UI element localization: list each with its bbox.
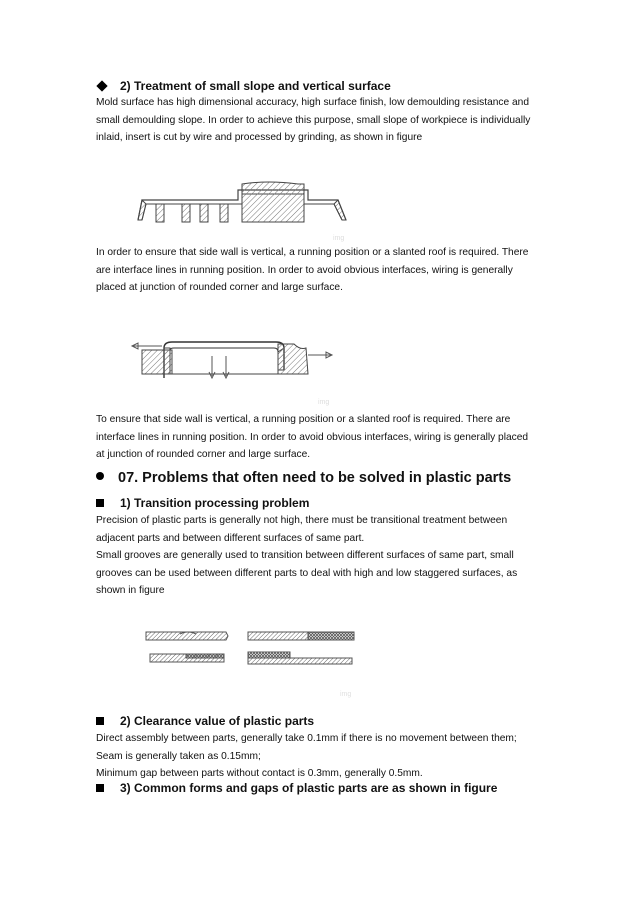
heading-common-forms: [96, 781, 497, 795]
svg-text:img: img: [340, 691, 352, 698]
paragraph-line: are interface lines in running position. In order to avoid obvious interfaces, wiring is generally: [96, 264, 513, 276]
paragraph-line: In order to ensure that side wall is vertical, a running position or a slanted roof is required. There: [96, 247, 529, 258]
heading-small-slope: [96, 79, 391, 93]
figure-transition-grooves: [140, 626, 410, 706]
heading-section-07: [96, 470, 511, 486]
heading-clearance-text: 2) Clearance value of plastic parts: [120, 714, 315, 728]
square-bullet-icon: [96, 717, 104, 725]
paragraph-transition: [96, 512, 543, 600]
square-bullet-icon: [96, 499, 104, 507]
paragraph-line: Mold surface has high dimensional accuracy, high surface finish, low demoulding resistance and: [96, 97, 530, 108]
paragraph-side-wall-1: [96, 244, 543, 297]
svg-text:img: img: [333, 235, 345, 242]
heading-transition-text: 1) Transition processing problem: [120, 496, 310, 510]
paragraph-line: placed at junction of rounded corner and large surface.: [96, 282, 343, 293]
heading-transition: [96, 496, 309, 510]
figure-insert-profile: [128, 176, 358, 246]
paragraph-line: inlaid, insert is cut by wire and processed by grinding, as shown in figure: [96, 132, 423, 143]
heading-common-forms-text: 3) Common forms and gaps of plastic parts are as shown in figure: [120, 781, 498, 795]
paragraph-line: Precision of plastic parts is generally not high, there must be transitional treatment between: [96, 515, 508, 526]
paragraph-line: Direct assembly between parts, generally take 0.1mm if there is no movement between them;: [96, 733, 517, 744]
square-bullet-icon: [96, 784, 104, 792]
paragraph-clearance: [96, 730, 556, 783]
paragraph-line: adjacent parts and between different surfaces of same part.: [96, 532, 365, 544]
heading-section-07-text: 07. Problems that often need to be solved in plastic parts: [118, 470, 512, 486]
paragraph-line: grooves can be used between different parts to deal with high and low staggered surfaces, as: [96, 567, 518, 579]
diamond-bullet-icon: [96, 80, 107, 91]
svg-text:img: img: [318, 399, 330, 406]
paragraph-line: Seam is generally taken as 0.15mm;: [96, 750, 261, 762]
paragraph-line: shown in figure: [96, 585, 165, 596]
round-bullet-icon: [96, 472, 104, 480]
paragraph-line: Small grooves are generally used to transition between different surfaces of same part, small: [96, 550, 514, 561]
paragraph-line: at junction of rounded corner and large surface.: [96, 449, 311, 460]
paragraph-line: Minimum gap between parts without contact is 0.3mm, generally 0.5mm.: [96, 768, 423, 779]
paragraph-line: small demoulding slope. In order to achieve this purpose, small slope of workpiece is individually: [96, 114, 531, 126]
paragraph-line: To ensure that side wall is vertical, a running position or a slanted roof is required. There are: [96, 414, 511, 425]
paragraph-line: interface lines in running position. In order to avoid obvious interfaces, wiring is generally placed: [96, 431, 529, 443]
paragraph-small-slope: [96, 94, 543, 147]
heading-small-slope-text: 2) Treatment of small slope and vertical surface: [120, 79, 391, 93]
figure-running-position: [128, 334, 338, 406]
heading-clearance: [96, 714, 314, 728]
paragraph-side-wall-2: [96, 411, 543, 464]
